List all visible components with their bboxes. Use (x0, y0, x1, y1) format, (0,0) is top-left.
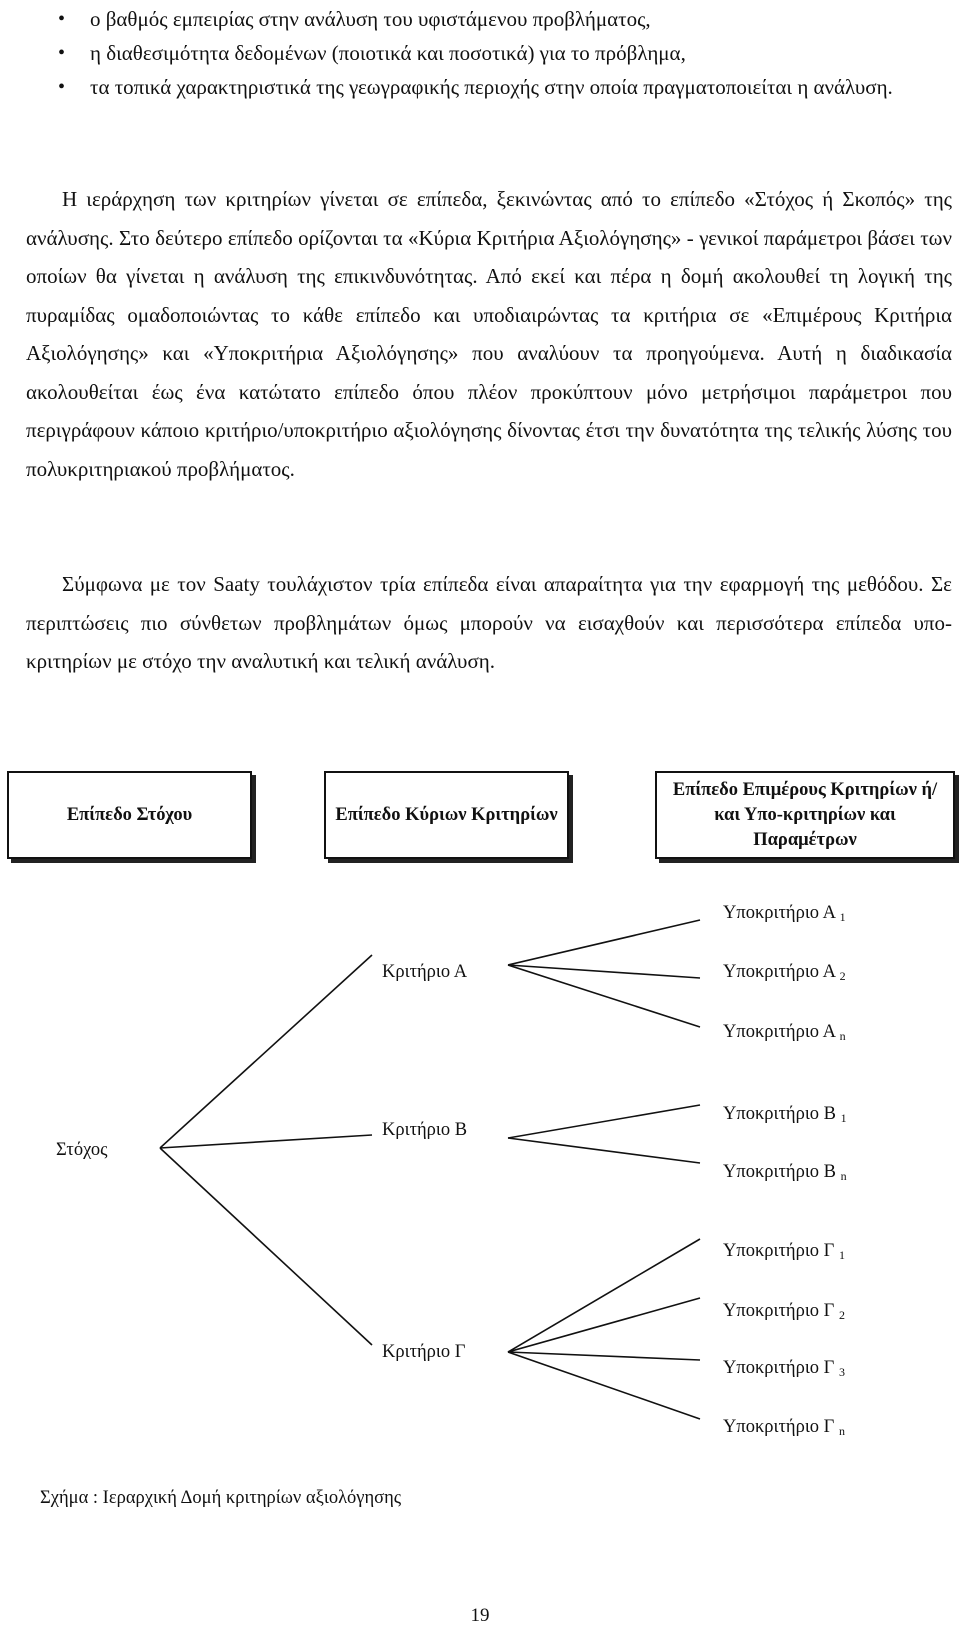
subcriterion-bn-node (723, 1161, 847, 1187)
subcriterion-index: n (840, 1169, 847, 1183)
subcriterion-label: Υποκριτήριο Α (723, 962, 835, 982)
edge-a-a1 (508, 920, 700, 965)
subcriterion-c2-node (723, 1300, 845, 1326)
subcriterion-label: Υποκριτήριο Γ (723, 1417, 835, 1437)
edge-a-an (508, 965, 700, 1027)
body-paragraph: Η ιεράρχηση των κριτηρίων γίνεται σε επίπεδα, ξεκινώντας από το επίπεδο «Στόχος ή Σκοπός» της ανάλυσης. Στο δεύτερο επίπεδο ορίζονται τα «Κύρια Κριτήρια Αξιολόγησης» - γενικοί παράμετροι βάσει των οποίων θα γίνεται η ανάλυση της επικινδυνότητας. Από εκεί και πέρα η δομή ακολουθεί τη λογική της πυραμίδας ομαδοποιώντας το κάθε επίπεδο και υποδιαιρώντας τα κριτήρια σε «Επιμέρους Κριτήρια Αξιολόγησης» και «Υποκριτήρια Αξιολόγησης» που αναλύουν τα προηγούμενα. Αυτή η διαδικασία ακολουθείται έως ένα κατώτατο επίπεδο όπου πλέον προκύπτουν μόνο μετρήσιμοι παράμετροι που περιγράφουν κάποιο κριτήριο/υποκριτήριο αξιολόγησης δίνοντας έτσι την δυνατότητα της τελικής λύσης του πολυκριτηριακού προβλήματος. (26, 187, 952, 481)
subcriterion-a1-node (723, 902, 846, 928)
page-number: 19 (470, 1605, 490, 1626)
edge-goal-criterion-b (160, 1135, 372, 1148)
edge-goal-criterion-c (160, 1148, 372, 1345)
level-box-goal: Επίπεδο Στόχου (7, 771, 252, 859)
subcriterion-index: 1 (839, 910, 846, 924)
figure-caption: Σχήμα : Ιεραρχική Δομή κριτηρίων αξιολόγησης (40, 1488, 402, 1508)
edge-c-cn (508, 1352, 700, 1419)
subcriterion-index: 1 (839, 1248, 845, 1262)
edge-c-c2 (508, 1298, 700, 1352)
subcriterion-index: 2 (839, 969, 846, 983)
bullet-item: • τα τοπικά χαρακτηριστικά της γεωγραφικής περιοχής στην οποία πραγματοποιείται η ανάλυση. (52, 70, 952, 104)
level-box-main-criteria: Επίπεδο Κύριων Κριτηρίων (324, 771, 569, 859)
edge-goal-criterion-a (160, 955, 372, 1148)
subcriterion-label: Υποκριτήριο Β (723, 1162, 837, 1182)
criterion-b-node: Κριτήριο Β (382, 1120, 468, 1140)
subcriterion-c1-node (723, 1240, 845, 1266)
subcriterion-label: Υποκριτήριο Γ (723, 1358, 835, 1378)
level-box-sub-criteria: Επίπεδο Επιμέρους Κριτηρίων ή/και Υπο-κριτηρίων και Παραμέτρων (655, 771, 955, 859)
edge-b-b1 (508, 1105, 700, 1138)
subcriterion-an-node (723, 1021, 846, 1047)
subcriterion-c3-node (723, 1357, 845, 1383)
subcriterion-cn-node (723, 1416, 845, 1442)
subcriterion-label: Υποκριτήριο Γ (723, 1241, 835, 1261)
subcriterion-index: n (839, 1029, 846, 1043)
goal-node: Στόχος (56, 1140, 108, 1160)
edge-b-bn (508, 1138, 700, 1163)
subcriterion-label: Υποκριτήριο Α (723, 903, 835, 923)
edge-c-c3 (508, 1352, 700, 1360)
edge-a-a2 (508, 965, 700, 978)
subcriterion-index: n (839, 1424, 845, 1438)
subcriterion-label: Υποκριτήριο Γ (723, 1301, 835, 1321)
subcriterion-index: 2 (839, 1308, 845, 1322)
bullet-item: • η διαθεσιμότητα δεδομένων (ποιοτικά και ποσοτικά) για το πρόβλημα, (52, 36, 952, 70)
subcriterion-label: Υποκριτήριο Β (723, 1104, 837, 1124)
subcriterion-index: 1 (840, 1111, 847, 1125)
criterion-a-node: Κριτήριο Α (382, 962, 468, 982)
subcriterion-index: 3 (839, 1365, 845, 1379)
subcriterion-label: Υποκριτήριο Α (723, 1022, 835, 1042)
edge-c-c1 (508, 1239, 700, 1352)
body-paragraph: Σύμφωνα με τον Saaty τουλάχιστον τρία επίπεδα είναι απαραίτητα για την εφαρμογή της μεθόδου. Σε περιπτώσεις πιο σύνθετων προβλημάτων όμως μπορούν να εισαχθούν και περισσότερα επίπεδα υπο-κριτηρίων με στόχο την αναλυτική και τελική ανάλυση. (26, 572, 952, 673)
subcriterion-b1-node (723, 1103, 847, 1129)
bullet-list (52, 2, 952, 104)
criterion-c-node: Κριτήριο Γ (382, 1342, 466, 1362)
bullet-item: • ο βαθμός εμπειρίας στην ανάλυση του υφιστάμενου προβλήματος, (52, 2, 952, 36)
subcriterion-a2-node (723, 961, 846, 987)
